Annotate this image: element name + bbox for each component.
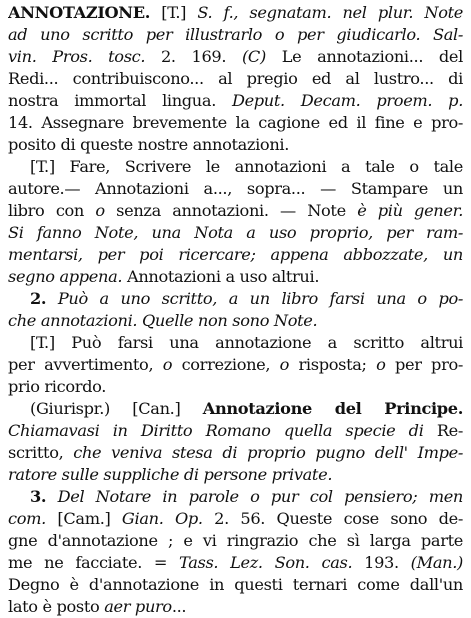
- text-run: ...: [171, 597, 187, 616]
- text-run: posito di queste nostre annotazioni.: [8, 135, 290, 154]
- text-run: 193.: [352, 553, 411, 572]
- italic-text: che veniva stesa di proprio pugno dell' Impe-: [73, 443, 463, 462]
- entry-line: [8, 68, 463, 90]
- text-run: Re-: [423, 421, 463, 440]
- italic-text: è più gener.: [357, 201, 463, 220]
- bold-text: 3.: [30, 487, 47, 506]
- text-run: 2. 56. Queste cose sono de-: [202, 509, 463, 528]
- entry-line: [8, 244, 463, 266]
- entry-line: [8, 552, 463, 574]
- entry-line: [8, 530, 463, 552]
- entry-line: [8, 200, 463, 222]
- entry-line: [8, 574, 463, 596]
- entry-line: [8, 354, 463, 376]
- italic-text: Del Notare in parole o pur col pensiero; men: [57, 487, 463, 506]
- text-run: Degno è d'annotazione in questi ternari come dall'un: [8, 575, 463, 594]
- text-run: 2. 169.: [145, 47, 242, 66]
- entry-line: [8, 46, 463, 68]
- entry-line: [8, 310, 463, 332]
- italic-text: (Man.): [410, 553, 463, 572]
- text-run: me ne facciate. =: [8, 553, 179, 572]
- italic-text: Gian. Op.: [121, 509, 203, 528]
- italic-text: Si fanno Note, una Nota a uso proprio, per ram-: [8, 223, 463, 242]
- entry-line: [8, 156, 463, 178]
- text-run: Annotazioni a uso altrui.: [122, 267, 320, 286]
- text-run: [T.] Fare, Scrivere le annotazioni a tale o tale: [30, 157, 463, 176]
- text-run: Le annotazioni... del: [265, 47, 463, 66]
- text-run: Redi... contribuiscono... al pregio ed al lustro... di: [8, 69, 463, 88]
- italic-text: Tass. Lez. Son. cas.: [179, 553, 353, 572]
- entry-line: [8, 2, 463, 24]
- italic-text: o: [376, 355, 386, 374]
- entry-line: [8, 464, 463, 486]
- text-run: per avvertimento,: [8, 355, 163, 374]
- italic-text: (C): [241, 47, 266, 66]
- text-run: correzione,: [172, 355, 280, 374]
- text-run: [46, 289, 58, 308]
- italic-text: ratore sulle suppliche di persone private.: [8, 465, 333, 484]
- italic-text: segno appena.: [8, 267, 123, 286]
- italic-text: Può a uno scritto, a un libro farsi una o po-: [57, 289, 463, 308]
- entry-line: [8, 134, 463, 156]
- text-run: [T.] Può farsi una annotazione a scritto altrui: [30, 333, 463, 352]
- italic-text: com.: [8, 509, 46, 528]
- italic-text: ad uno scritto per illustrarlo o per giudicarlo. Sal-: [8, 25, 463, 44]
- entry-line: [8, 222, 463, 244]
- entry-line: [8, 24, 463, 46]
- entry-line: [8, 486, 463, 508]
- text-run: risposta;: [289, 355, 377, 374]
- italic-text: Chiamavasi in Diritto Romano quella specie di: [8, 421, 424, 440]
- text-run: [46, 487, 57, 506]
- text-run: nostra immortal lingua.: [8, 91, 232, 110]
- entry-line: [8, 398, 463, 420]
- text-run: scritto,: [8, 443, 74, 462]
- italic-text: o: [95, 201, 105, 220]
- text-run: [T.]: [150, 3, 198, 22]
- bold-text: Annotazione del Principe.: [202, 399, 463, 418]
- text-run: [Cam.]: [45, 509, 122, 528]
- italic-text: mentarsi, per poi ricercare; appena abbozzate, un: [8, 245, 463, 264]
- text-run: (Giurispr.) [Can.]: [30, 399, 203, 418]
- text-run: prio ricordo.: [8, 377, 107, 396]
- entry-line: [8, 288, 463, 310]
- italic-text: o: [279, 355, 290, 374]
- bold-text: 2.: [30, 289, 47, 308]
- italic-text: vin. Pros. tosc.: [8, 47, 146, 66]
- italic-text: S. f., segnatam. nel plur. Note: [197, 3, 463, 22]
- entry-line: [8, 90, 463, 112]
- entry-line: [8, 442, 463, 464]
- italic-text: Deput. Decam. proem. p.: [231, 91, 463, 110]
- text-run: gne d'annotazione ; e vi ringrazio che sì larga parte: [8, 531, 463, 550]
- entry-line: [8, 420, 463, 442]
- text-run: autore.— Annotazioni a..., sopra... — Stampare un: [8, 179, 463, 198]
- italic-text: che annotazioni. Quelle non sono Note.: [8, 311, 318, 330]
- entry-line: [8, 508, 463, 530]
- text-run: lato è posto: [8, 597, 105, 616]
- bold-text: ANNOTAZIONE.: [8, 3, 151, 22]
- entry-line: [8, 376, 463, 398]
- dictionary-entry-annotazione: [8, 2, 463, 618]
- text-run: 14. Assegnare brevemente la cagione ed il fine e pro-: [8, 113, 463, 132]
- text-run: senza annotazioni. — Note: [104, 201, 358, 220]
- entry-line: [8, 178, 463, 200]
- entry-line: [8, 596, 463, 618]
- text-run: libro con: [8, 201, 96, 220]
- italic-text: o: [162, 355, 173, 374]
- entry-line: [8, 112, 463, 134]
- entry-line: [8, 266, 463, 288]
- italic-text: aer puro: [104, 597, 172, 616]
- text-run: per pro-: [385, 355, 463, 374]
- entry-line: [8, 332, 463, 354]
